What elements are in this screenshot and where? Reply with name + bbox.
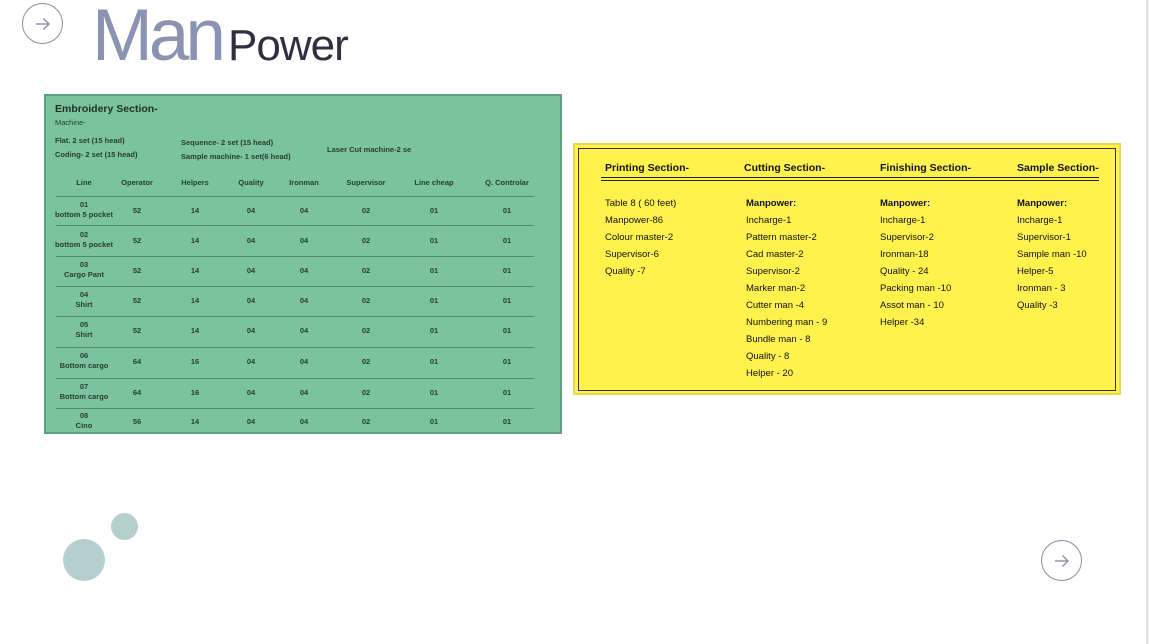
line-description: bottom 5 pocket xyxy=(55,240,113,249)
section-item: Helper-5 xyxy=(1017,266,1054,277)
line-number: 04 xyxy=(79,290,89,299)
table-cell: 04 xyxy=(299,236,309,245)
table-cell: 52 xyxy=(132,326,142,335)
table-cell: 01 xyxy=(429,296,439,305)
line-description: bottom 5 pocket xyxy=(55,210,113,219)
section-item: Ironman-18 xyxy=(880,249,929,260)
table-cell: 01 xyxy=(429,326,439,335)
table-row xyxy=(46,317,564,347)
table-cell: 01 xyxy=(429,206,439,215)
table-cell: 16 xyxy=(190,357,200,366)
table-cell: 01 xyxy=(502,388,512,397)
section-item: Incharge-1 xyxy=(880,215,926,226)
section-item: Ironman - 3 xyxy=(1017,283,1066,294)
column-header: Line cheap xyxy=(414,178,454,187)
section-item: Cad master-2 xyxy=(746,249,804,260)
table-cell: 14 xyxy=(190,296,200,305)
section-items xyxy=(1017,196,1087,315)
column-header: Line xyxy=(76,178,92,187)
section-item: Bundle man - 8 xyxy=(746,334,811,345)
arrow-right-icon xyxy=(1051,550,1073,572)
table-cell: 02 xyxy=(361,296,371,305)
table-cell: 04 xyxy=(246,357,256,366)
table-cell: 02 xyxy=(361,236,371,245)
section-title: Finishing Section- xyxy=(880,162,971,174)
section-item: Manpower: xyxy=(746,198,797,209)
table-cell: 01 xyxy=(429,266,439,275)
table-cell: 02 xyxy=(361,266,371,275)
line-cell xyxy=(75,320,92,340)
section-item: Quality -3 xyxy=(1017,300,1058,311)
section-item: Incharge-1 xyxy=(1017,215,1063,226)
line-description: Cargo Pant xyxy=(63,270,105,279)
row-divider xyxy=(56,225,534,226)
machine-sample: Sample machine- 1 set(6 head) xyxy=(181,152,291,161)
section-item: Quality -7 xyxy=(605,266,646,277)
embroidery-section-card xyxy=(44,94,562,434)
table-cell: 02 xyxy=(361,357,371,366)
section-item: Manpower: xyxy=(1017,198,1068,209)
line-description: Bottom cargo xyxy=(59,361,109,370)
table-cell: 14 xyxy=(190,236,200,245)
table-cell: 01 xyxy=(502,357,512,366)
table-cell: 02 xyxy=(361,388,371,397)
section-item: Incharge-1 xyxy=(746,215,792,226)
section-item: Manpower-86 xyxy=(605,215,664,226)
machine-laser: Laser Cut machine-2 se xyxy=(327,145,412,154)
section-item: Marker man-2 xyxy=(746,283,806,294)
header-rule xyxy=(601,177,1099,178)
table-row xyxy=(46,227,564,257)
line-cell xyxy=(64,260,104,280)
section-item: Supervisor-1 xyxy=(1017,232,1071,243)
table-cell: 52 xyxy=(132,206,142,215)
section-item: Manpower: xyxy=(880,198,931,209)
table-cell: 01 xyxy=(502,266,512,275)
table-cell: 01 xyxy=(502,326,512,335)
section-item: Quality - 8 xyxy=(746,351,790,362)
table-cell: 52 xyxy=(132,296,142,305)
title-main: Man xyxy=(92,0,223,76)
table-cell: 04 xyxy=(299,388,309,397)
section-item: Table 8 ( 60 feet) xyxy=(605,198,677,209)
column-header: Quality xyxy=(238,178,264,187)
table-cell: 16 xyxy=(190,388,200,397)
column-header: Supervisor xyxy=(346,178,386,187)
table-row xyxy=(46,348,564,378)
line-number: 02 xyxy=(79,230,89,239)
section-item: Supervisor-2 xyxy=(880,232,934,243)
table-cell: 01 xyxy=(502,206,512,215)
next-slide-button-top[interactable] xyxy=(22,3,63,44)
column-header: Operator xyxy=(121,178,153,187)
table-row xyxy=(46,287,564,317)
header-rule xyxy=(601,180,1099,181)
table-cell: 14 xyxy=(190,417,200,426)
section-item: Quality - 24 xyxy=(880,266,929,277)
line-description: Bottom cargo xyxy=(59,392,109,401)
section-item: Sample man -10 xyxy=(1017,249,1087,260)
machine-sequence: Sequence- 2 set (15 head) xyxy=(181,138,274,147)
section-item: Numbering man - 9 xyxy=(746,317,828,328)
line-cell xyxy=(76,411,93,431)
section-item: Supervisor-2 xyxy=(746,266,800,277)
table-cell: 01 xyxy=(502,296,512,305)
title-sub: Power xyxy=(228,21,348,70)
table-cell: 04 xyxy=(246,388,256,397)
page-title xyxy=(92,0,348,76)
section-title: Printing Section- xyxy=(605,162,689,174)
table-cell: 04 xyxy=(246,326,256,335)
machine-flat: Flat. 2 set (15 head) xyxy=(55,136,125,145)
line-description: Shirt xyxy=(75,330,93,339)
table-cell: 14 xyxy=(190,326,200,335)
table-cell: 14 xyxy=(190,266,200,275)
table-cell: 02 xyxy=(361,206,371,215)
table-cell: 01 xyxy=(502,417,512,426)
table-cell: 04 xyxy=(246,266,256,275)
section-title: Sample Section- xyxy=(1017,162,1099,174)
embroidery-subtitle: Machine- xyxy=(55,118,86,127)
section-item: Packing man -10 xyxy=(880,283,952,294)
table-cell: 04 xyxy=(246,296,256,305)
table-row xyxy=(46,379,564,409)
line-number: 08 xyxy=(79,411,89,420)
section-item: Helper -34 xyxy=(880,317,925,328)
section-items xyxy=(605,196,676,281)
table-cell: 04 xyxy=(246,417,256,426)
table-row xyxy=(46,408,564,438)
line-cell xyxy=(60,382,109,402)
table-cell: 04 xyxy=(246,236,256,245)
line-number: 07 xyxy=(79,382,89,391)
line-number: 03 xyxy=(79,260,89,269)
line-cell xyxy=(75,290,92,310)
line-number: 01 xyxy=(79,200,89,209)
table-row xyxy=(46,197,564,227)
next-slide-button-bottom[interactable] xyxy=(1041,540,1082,581)
section-item: Colour master-2 xyxy=(605,232,674,243)
table-cell: 01 xyxy=(429,417,439,426)
decorative-dot-large xyxy=(63,539,105,581)
column-header: Ironman xyxy=(289,178,319,187)
table-cell: 01 xyxy=(429,388,439,397)
table-cell: 52 xyxy=(132,236,142,245)
table-cell: 04 xyxy=(299,417,309,426)
table-row xyxy=(46,257,564,287)
section-item: Supervisor-6 xyxy=(605,249,659,260)
table-cell: 04 xyxy=(299,266,309,275)
section-item: Cutter man -4 xyxy=(746,300,805,311)
column-header: Helpers xyxy=(181,178,209,187)
line-number: 05 xyxy=(79,320,89,329)
table-cell: 52 xyxy=(132,266,142,275)
section-item: Pattern master-2 xyxy=(746,232,817,243)
table-cell: 64 xyxy=(132,388,142,397)
line-description: Cino xyxy=(75,421,93,430)
table-cell: 04 xyxy=(246,206,256,215)
table-cell: 02 xyxy=(361,417,371,426)
table-cell: 01 xyxy=(502,236,512,245)
table-cell: 02 xyxy=(361,326,371,335)
table-cell: 04 xyxy=(299,326,309,335)
decorative-dot-small xyxy=(111,513,138,540)
column-header: Q. Controlar xyxy=(485,178,529,187)
table-cell: 56 xyxy=(132,417,142,426)
line-cell xyxy=(55,230,113,250)
sections-manpower-card xyxy=(573,143,1121,395)
line-description: Shirt xyxy=(75,300,93,309)
table-cell: 04 xyxy=(299,357,309,366)
table-cell: 14 xyxy=(190,206,200,215)
table-cell: 64 xyxy=(132,357,142,366)
arrow-right-icon xyxy=(32,13,54,35)
embroidery-title: Embroidery Section- xyxy=(55,103,158,115)
section-items xyxy=(746,196,827,383)
line-cell xyxy=(60,351,109,371)
machine-coding: Coding- 2 set (15 head) xyxy=(55,150,138,159)
section-items xyxy=(880,196,951,332)
table-cell: 01 xyxy=(429,236,439,245)
line-number: 06 xyxy=(79,351,89,360)
line-cell xyxy=(55,200,113,220)
section-item: Assot man - 10 xyxy=(880,300,944,311)
table-cell: 01 xyxy=(429,357,439,366)
section-title: Cutting Section- xyxy=(744,162,826,174)
section-item: Helper - 20 xyxy=(746,368,793,379)
table-cell: 04 xyxy=(299,296,309,305)
table-cell: 04 xyxy=(299,206,309,215)
